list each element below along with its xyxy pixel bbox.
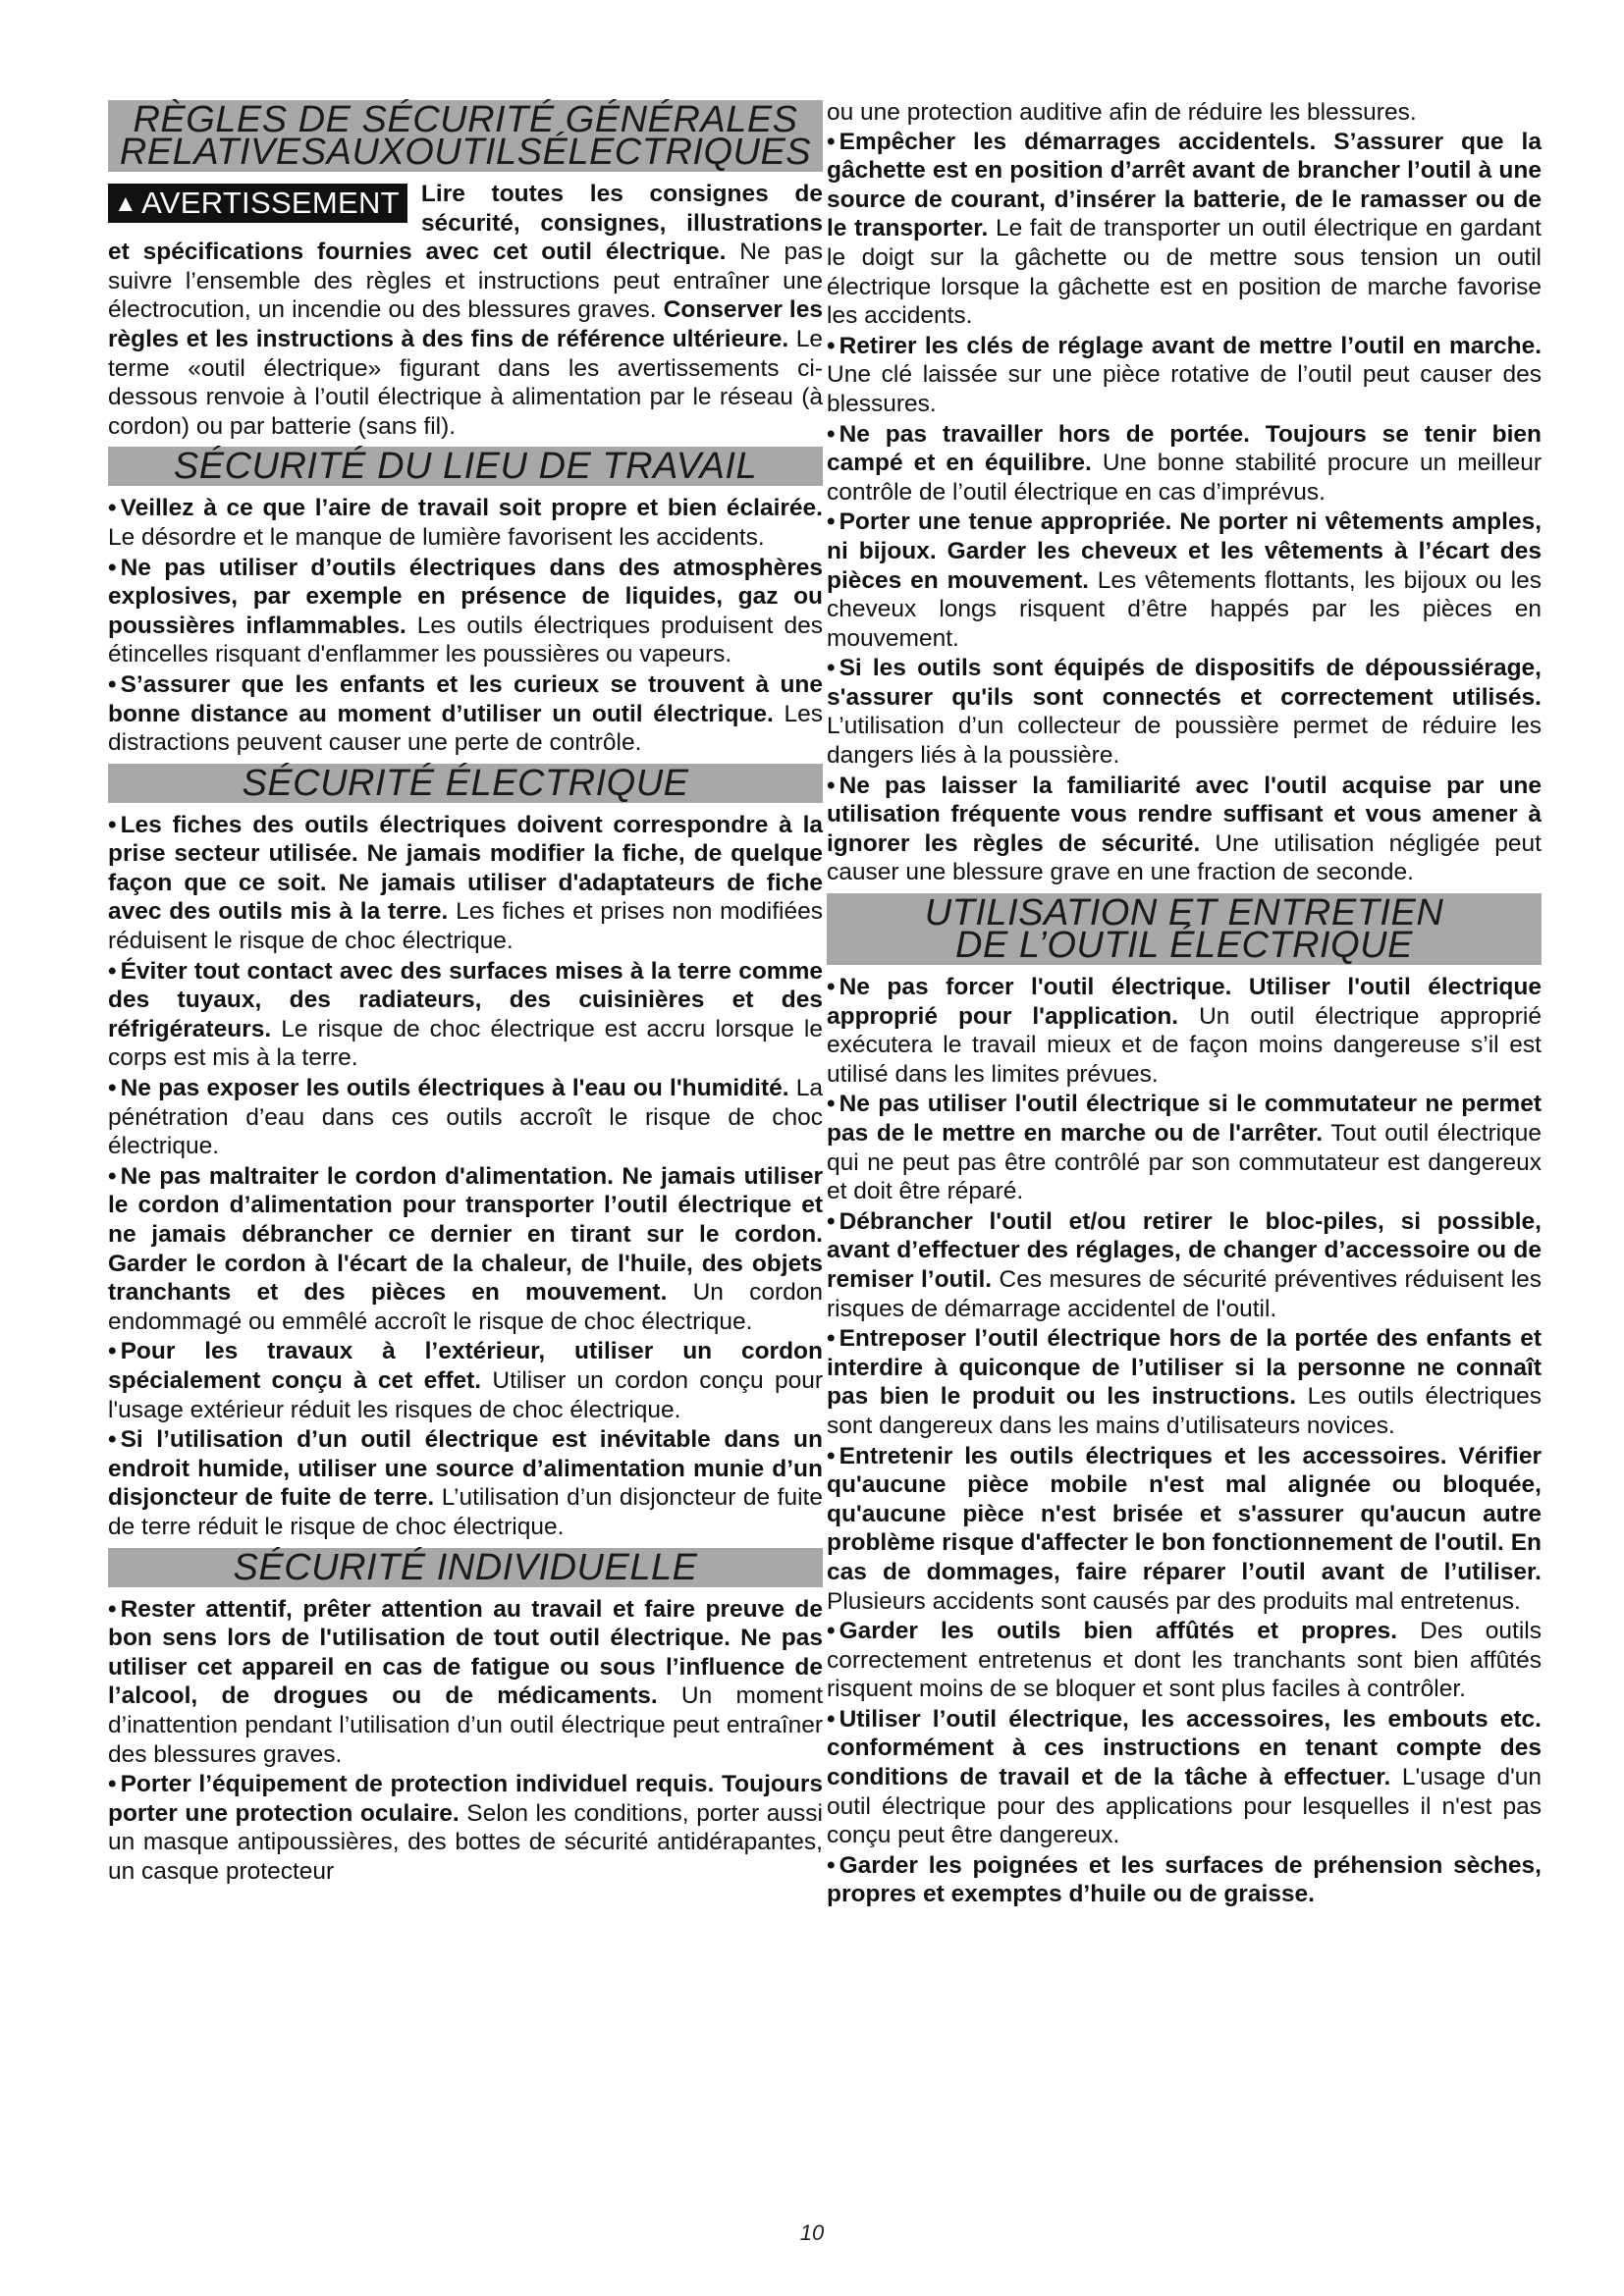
section-header-work-area: SÉCURITÉ DU LIEU DE TRAVAIL — [108, 447, 823, 486]
list-item: • Retirer les clés de réglage avant de mettre l’outil en marche. Une clé laissée sur une pièce rotative de l’outil peut causer des blessures. — [827, 332, 1542, 417]
list-item: • Veillez à ce que l’aire de travail soit propre et bien éclairée. Le désordre et le manque de lumière favorisent les accidents. — [108, 495, 823, 551]
list-item: • Ne pas utiliser l'outil électrique si le commutateur ne permet pas de le mettre en marche ou de l'arrêter. Tout outil électrique qui ne peut pas être contrôlé par son commutateur est dangereux et doit être réparé. — [827, 1091, 1542, 1205]
list-item: • Rester attentif, prêter attention au travail et faire preuve de bon sens lors de l'utilisation de tout outil électrique. Ne pas utiliser cet appareil en cas de fatigue ou sous l’influence de l’alcool, de drogues ou de médicaments. Un moment d’inattention pendant l’utilisation d’un outil électrique peut entraîner des blessures graves. — [108, 1595, 824, 1768]
use-care-list — [827, 973, 1542, 1909]
electrical-list — [108, 811, 823, 1542]
list-item: • Utiliser l’outil électrique, les accessoires, les embouts etc. conformément à ces instructions en tenant compte des conditions de travail et de la tâche à effectuer. L'usage d'un outil électrique pour des applications pour lesquelles il n'est pas conçu peut être dangereux. — [827, 1705, 1542, 1849]
list-item: • Ne pas maltraiter le cordon d'alimentation. Ne jamais utiliser le cordon d’alimentation pour transporter l’outil électrique et ne jamais débrancher ce dernier en tirant sur le cordon. Garder le cordon à l'écart de la chaleur, de l'huile, des objets tranchants et des pièces en mouvement. Un cordon endommagé ou emmêlé accroît le risque de choc électrique. — [108, 1162, 823, 1335]
list-item: • Porter une tenue appropriée. Ne porter ni vêtements amples, ni bijoux. Garder les cheveux et les vêtements à l’écart des pièces en mouvement. Les vêtements flottants, les bijoux ou les cheveux longs risquent d’être happés par les pièces en mouvement. — [827, 508, 1542, 652]
list-item: • Débrancher l'outil et/ou retirer le bloc-piles, si possible, avant d’effectuer des réglages, de changer d’accessoire ou de remiser l’outil. Ces mesures de sécurité préventives réduisent les risques de démarrage accidentel de l'outil. — [827, 1207, 1543, 1322]
warning-text-1: Ne pas suivre l’ensemble des règles et instructions peut entraîner une électrocution, un incendie ou des blessures graves. — [108, 239, 823, 324]
warning-label: AVERTISSEMENT — [141, 186, 400, 220]
list-item: • S’assurer que les enfants et les curieux se trouvent à une bonne distance au moment d’utiliser un outil électrique. Les distractions peuvent causer une perte de contrôle. — [108, 670, 823, 757]
warning-text-2: Le terme «outil électrique» figurant dans les avertissements ci-dessous renvoie à l’outil électrique à alimentation par le réseau (à cordon) ou par batterie (sans fil). — [108, 325, 823, 440]
warning-triangle-icon: ▲ — [114, 190, 138, 217]
list-item: • Garder les outils bien affûtés et propres. Des outils correctement entretenus et dont les tranchants sont bien affûtés risquent moins de se bloquer et sont plus faciles à contrôler. — [827, 1618, 1542, 1703]
list-item: • Ne pas travailler hors de portée. Toujours se tenir bien campé et en équilibre. Une bonne stabilité procure un meilleur contrôle de l’outil électrique en cas d’imprévus. — [827, 420, 1542, 506]
work-area-list — [108, 494, 823, 757]
page-number: 10 — [799, 2220, 825, 2245]
section-header-use-care — [827, 893, 1542, 965]
header-line: UTILISATION ET ENTRETIEN — [924, 892, 1444, 934]
list-item: • Empêcher les démarrages accidentels. S’assurer que la gâchette est en position d’arrêt avant de brancher l’outil à une source de courant, d’insérer la batterie, de le ramasser ou de le transporter. Le fait de transporter un outil électrique en gardant le doigt sur la gâchette ou de mettre sous tension un outil électrique lorsque la gâchette est en position de marche favorise les accidents. — [827, 128, 1542, 330]
list-item: • Éviter tout contact avec des surfaces mises à la terre comme des tuyaux, des radiateurs, des cuisinières et des réfrigérateurs. Le risque de choc électrique est accru lorsque le corps est mis à la terre. — [108, 957, 823, 1072]
warning-badge — [108, 184, 407, 223]
list-item: • Entretenir les outils électriques et les accessoires. Vérifier qu'aucune pièce mobile n'est mal alignée ou bloquée, qu'aucune pièce n'est brisée et s'assurer qu'aucun autre problème risque d'affecter le bon fonctionnement de l'outil. En cas de dommages, faire réparer l’outil avant de l’utiliser. Plusieurs accidents sont causés par des produits mal entretenus. — [827, 1442, 1542, 1615]
section-header-general-safety — [108, 100, 823, 172]
list-item: • Ne pas forcer l'outil électrique. Utiliser l'outil électrique approprié pour l'application. Un outil électrique approprié exécutera le travail mieux et de façon moins dangereuse s’il est utilisé dans les limites prévues. — [827, 974, 1542, 1088]
personal-cont-list — [827, 128, 1542, 887]
section-header-electrical: SÉCURITÉ ÉLECTRIQUE — [108, 764, 823, 803]
warning-bold-1: Lire toutes les consignes de sécurité, consignes, illustrations et spécifications fournies avec cet outil électrique. — [108, 181, 823, 266]
list-item: • Les fiches des outils électriques doivent correspondre à la prise secteur utilisée. Ne jamais modifier la fiche, de quelque façon que ce soit. Ne jamais utiliser d'adaptateurs de fiche avec des outils mis à la terre. Les fiches et prises non modifiées réduisent le risque de choc électrique. — [108, 811, 823, 955]
continuation-text: ou une protection auditive afin de réduire les blessures. — [827, 99, 1417, 126]
header-line: RÈGLES DE SÉCURITÉ GÉNÉRALES — [133, 99, 798, 140]
list-item: • Ne pas laisser la familiarité avec l'outil acquise par une utilisation fréquente vous rendre suffisant et vous amener à ignorer les règles de sécurité. Une utilisation négligée peut causer une blessure grave en une fraction de seconde. — [827, 772, 1542, 886]
warning-intro — [108, 180, 823, 441]
section-header-personal: SÉCURITÉ INDIVIDUELLE — [108, 1548, 823, 1587]
header-line: DE L’OUTIL ÉLECTRIQUE — [955, 925, 1413, 967]
list-item: • Ne pas utiliser d’outils électriques dans des atmosphères explosives, par exemple en présence de liquides, gaz ou poussières inflammables. Les outils électriques produisent des étincelles risquant d'enflammer les poussières ou vapeurs. — [108, 554, 823, 668]
left-column — [108, 94, 823, 1887]
list-item: • Porter l’équipement de protection individuel requis. Toujours porter une protection oculaire. Selon les conditions, porter aussi un masque antipoussières, des bottes de sécurité antidérapantes, un casque protecteur — [108, 1771, 823, 1885]
list-item: • Garder les poignées et les surfaces de préhension sèches, propres et exemptes d’huile ou de graisse. — [827, 1851, 1542, 1908]
list-item: • Ne pas exposer les outils électriques à l'eau ou l'humidité. La pénétration d’eau dans ces outils accroît le risque de choc électrique. — [108, 1075, 823, 1160]
list-item: • Si l’utilisation d’un outil électrique est inévitable dans un endroit humide, utiliser une source d’alimentation munie d’un disjoncteur de fuite de terre. L’utilisation d’un disjoncteur de fuite de terre réduit le risque de choc électrique. — [108, 1426, 823, 1540]
list-item: • Pour les travaux à l’extérieur, utiliser un cordon spécialement conçu à cet effet. Utiliser un cordon conçu pour l'usage extérieur réduit les risques de choc électrique. — [108, 1338, 823, 1423]
list-item: • Si les outils sont équipés de dispositifs de dépoussiérage, s'assurer qu'ils sont connectés et correctement utilisés. L’utilisation d’un collecteur de poussière permet de réduire les dangers liés à la poussière. — [827, 655, 1542, 770]
header-line: RELATIVESAUXOUTILSÉLECTRIQUES — [119, 132, 812, 173]
list-item: • Entreposer l’outil électrique hors de la portée des enfants et interdire à quiconque de l’utiliser si la personne ne connaît pas bien le produit ou les instructions. Les outils électriques sont dangereux dans les mains d’utilisateurs novices. — [827, 1325, 1542, 1439]
personal-list — [108, 1595, 823, 1887]
right-column — [827, 98, 1542, 1910]
warning-bold-2: Conserver les règles et les instructions à des fins de référence ultérieure. — [108, 296, 823, 352]
